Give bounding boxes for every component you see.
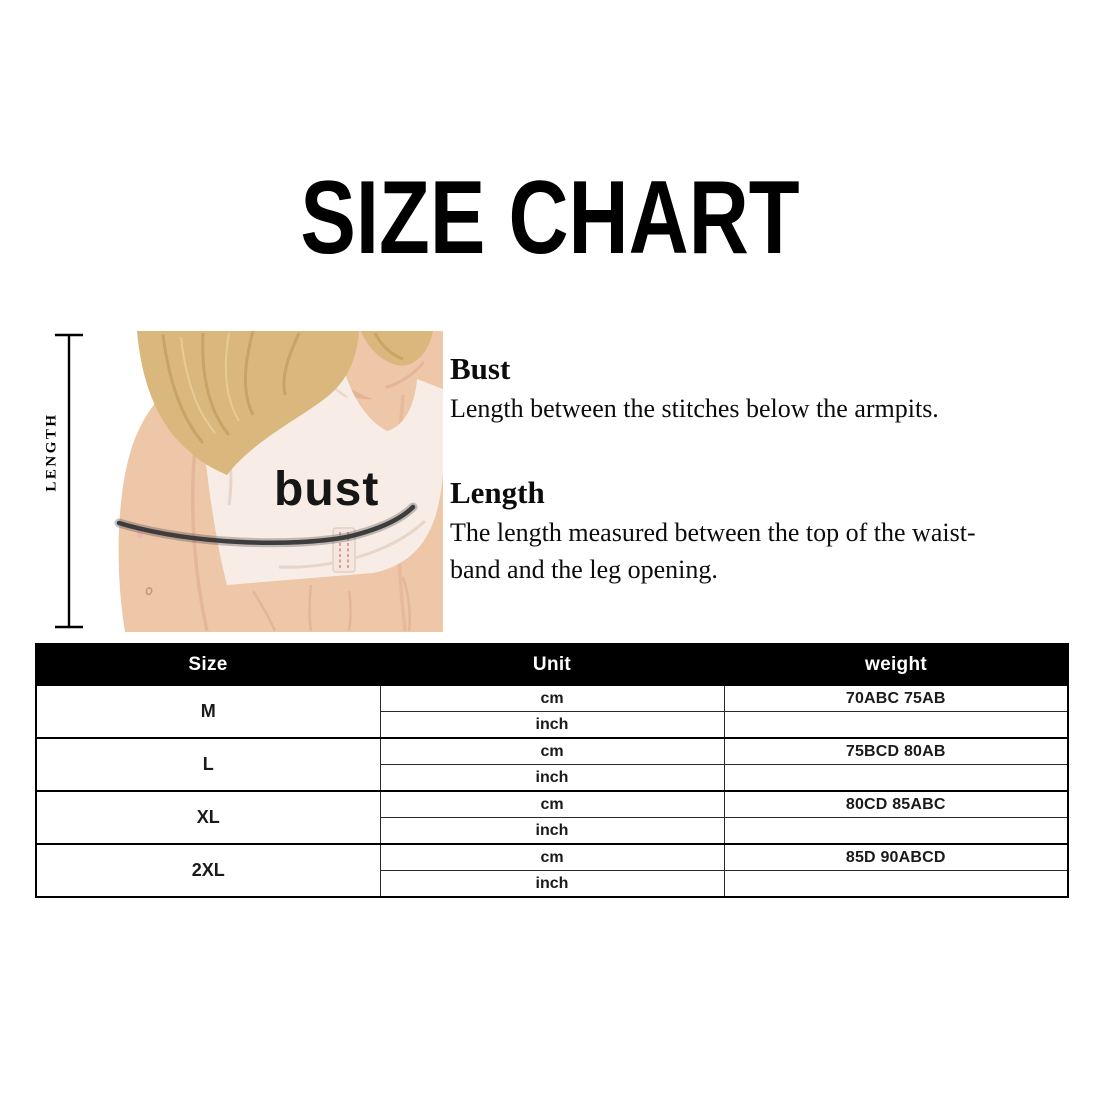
header-size: Size (36, 644, 380, 685)
unit-cell: inch (380, 871, 724, 898)
value-cell (724, 765, 1068, 792)
size-cell: L (36, 738, 380, 791)
length-definition-text-2: band and the leg opening. (450, 555, 718, 585)
size-cell: M (36, 685, 380, 738)
header-unit: Unit (380, 644, 724, 685)
length-definition (450, 474, 1050, 589)
unit-cell: cm (380, 685, 724, 712)
length-label: LENGTH (43, 412, 60, 492)
header-weight: weight (724, 644, 1068, 685)
value-cell: 70ABC 75AB (724, 685, 1068, 712)
length-heading: Length (450, 475, 545, 510)
unit-cell: cm (380, 844, 724, 871)
page-title-text: SIZE CHART (300, 160, 800, 276)
table-row (36, 844, 1068, 871)
value-cell: 80CD 85ABC (724, 791, 1068, 818)
unit-cell: inch (380, 765, 724, 792)
table-row (36, 738, 1068, 765)
model-photo (103, 331, 443, 632)
bust-label: bust (274, 463, 380, 516)
table-header-row (36, 644, 1068, 685)
value-cell: 85D 90ABCD (724, 844, 1068, 871)
unit-cell: inch (380, 818, 724, 845)
value-cell: 75BCD 80AB (724, 738, 1068, 765)
bust-heading: Bust (450, 351, 511, 386)
bust-definition (450, 350, 1050, 428)
size-cell: 2XL (36, 844, 380, 897)
table-row (36, 685, 1068, 712)
size-chart-table (35, 643, 1069, 898)
bust-definition-text: Length between the stitches below the armpits. (450, 394, 939, 424)
page-title (0, 160, 1100, 276)
size-cell: XL (36, 791, 380, 844)
unit-cell: cm (380, 791, 724, 818)
value-cell (724, 871, 1068, 898)
value-cell (724, 818, 1068, 845)
unit-cell: inch (380, 712, 724, 739)
table-row (36, 791, 1068, 818)
unit-cell: cm (380, 738, 724, 765)
length-definition-text-1: The length measured between the top of the waist- (450, 518, 976, 548)
value-cell (724, 712, 1068, 739)
